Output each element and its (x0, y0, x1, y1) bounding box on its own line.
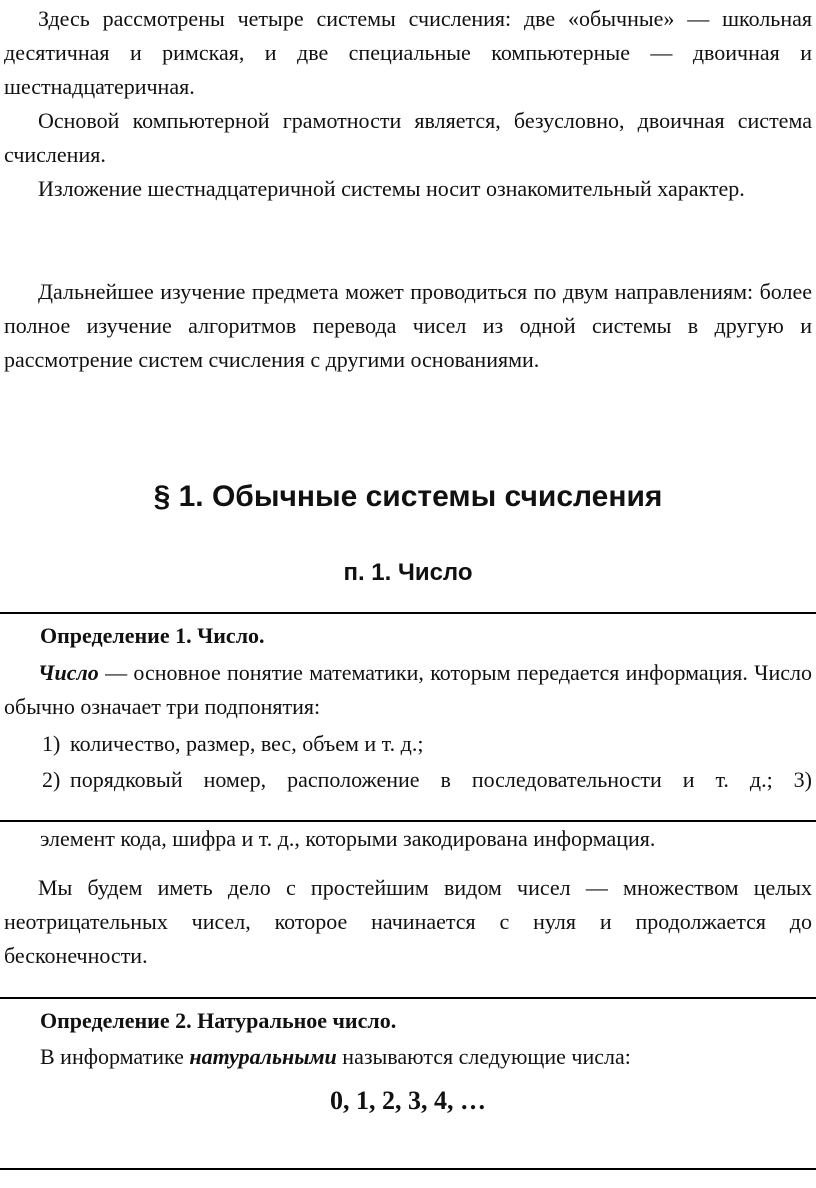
definition-1-body: — основное понятие математики, которым передается информация. Число обычно означает три подпонятия: (4, 660, 812, 719)
definition-2-heading: Определение 2. Натуральное число. (40, 1008, 397, 1033)
intro-paragraph-1: Здесь рассмотрены четыре системы счисления: две «обычные» — школьная десятичная и римская, и две специальные компьютерные — двоичная и шестнадцатеричная. (4, 6, 812, 99)
definition-1-text (4, 656, 812, 724)
divider (0, 1168, 816, 1170)
definition-1-item-2 (42, 763, 812, 797)
item-text: порядковый номер, расположение в последовательности и т. д.; 3) (70, 767, 812, 792)
divider (0, 997, 816, 999)
definition-1-item-1 (42, 727, 812, 761)
definition-1-term: Число (38, 660, 99, 685)
item-number: 1) (42, 731, 61, 756)
definition-1-continuation: элемент кода, шифра и т. д., которыми закодирована информация. (40, 826, 656, 851)
number-sequence: 0, 1, 2, 3, 4, … (330, 1086, 486, 1115)
definition-1-heading: Определение 1. Число. (40, 623, 265, 648)
item-text: количество, размер, вес, объем и т. д.; (70, 731, 424, 756)
definition-2-text (40, 1040, 812, 1074)
definition-2-pre: В информатике (40, 1044, 190, 1069)
intro-paragraph-2: Основой компьютерной грамотности является, безусловно, двоичная система счисления. (4, 108, 812, 167)
section-title: § 1. Обычные системы счисления (153, 480, 663, 513)
section-subtitle: п. 1. Число (343, 559, 473, 586)
divider (0, 612, 816, 614)
definition-2-post: называются следующие числа: (336, 1044, 631, 1069)
item-number: 2) (42, 767, 61, 792)
intro-paragraph-3: Изложение шестнадцатеричной системы носит ознакомительный характер. (38, 176, 745, 201)
intro-paragraph-4: Дальнейшее изучение предмета может проводиться по двум направлениям: более полное изучение алгоритмов перевода чисел из одной системы в другую и рассмотрение систем счисления с другими основаниями. (4, 279, 812, 372)
body-paragraph: Мы будем иметь дело с простейшим видом чисел — множеством целых неотрицательных чисел, которое начинается с нуля и продолжается до бесконечности. (4, 875, 812, 968)
definition-2-term: натуральными (189, 1044, 337, 1069)
